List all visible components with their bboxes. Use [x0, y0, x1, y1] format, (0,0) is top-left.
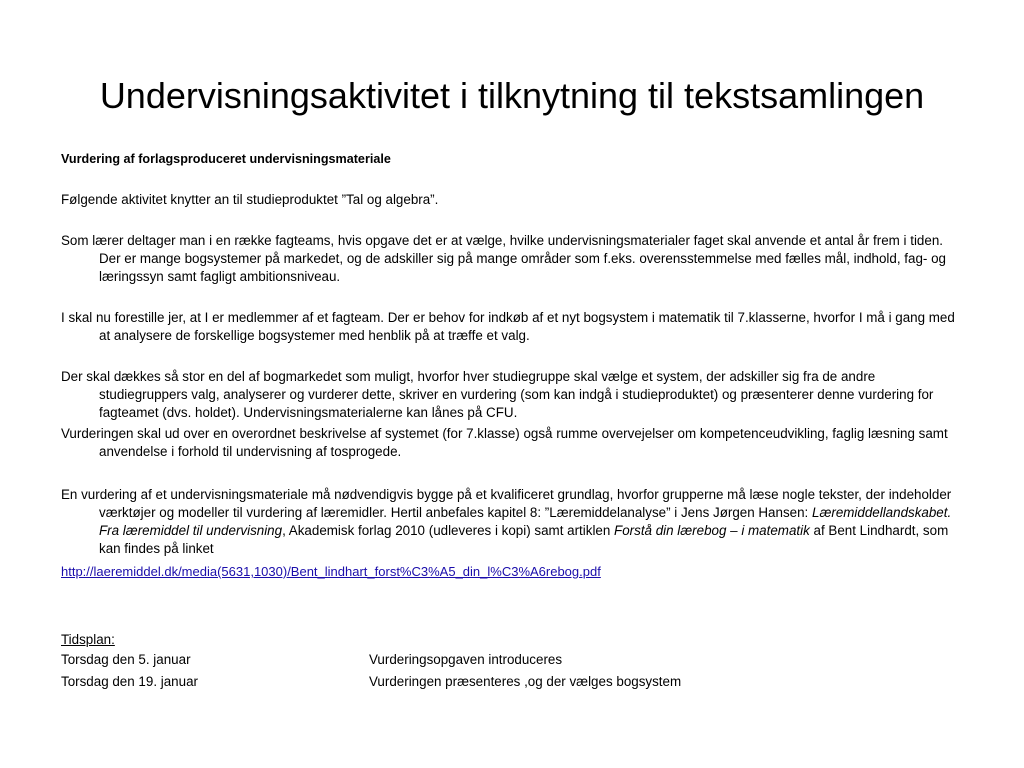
section-subheading: Vurdering af forlagsproduceret undervisningsmateriale [61, 152, 391, 166]
schedule-heading: Tidsplan: [61, 632, 115, 647]
paragraph-fagteam-scenario: I skal nu forestille jer, at I er medlemmer af et fagteam. Der er behov for indkøb af et nyt bogsystem i matematik til 7.klasserne, hvorfor I må i gang med at analysere de forskellige bogsystemer med henblik på at træffe et valg. [61, 310, 955, 343]
paragraph-vurderingen: Vurderingen skal ud over en overordnet beskrivelse af systemet (for 7.klasse) også rumme overvejelser om kompetenceudvikling, faglig læsning samt anvendelse i forhold til undervisning af tosprogede. [61, 426, 948, 459]
schedule-row [61, 671, 961, 693]
slide-content [61, 150, 961, 693]
schedule-row [61, 649, 961, 671]
schedule-event: Vurderingen præsenteres ,og der vælges bogsystem [369, 674, 682, 689]
schedule-date: Torsdag den 19. januar [61, 674, 198, 689]
paragraph-fagteams: Som lærer deltager man i en række fagteams, hvis opgave det er at vælge, hvilke undervisningsmaterialer faget skal anvende et antal år frem i tiden. Der er mange bogsystemer på markedet, og de adskiller sig på mange områder som f.eks. overensstemmelse med fælles mål, indhold, fag- og læringssyn samt fagligt ambitionsniveau. [61, 233, 946, 284]
paragraph-text-part: af Bent Lindhardt, som kan findes på linket [99, 523, 949, 556]
book-title: Læremiddellandskabet. Fra læremiddel til undervisning [99, 505, 952, 538]
article-link-line [61, 563, 961, 581]
schedule-date: Torsdag den 5. januar [61, 652, 191, 667]
intro-paragraph: Følgende aktivitet knytter an til studieproduktet ”Tal og algebra”. [61, 192, 439, 207]
slide-title: Undervisningsaktivitet i tilknytning til tekstsamlingen [99, 75, 925, 116]
paragraph-bogmarkedet: Der skal dækkes så stor en del af bogmarkedet som muligt, hvorfor hver studiegruppe skal vælge et system, der adskiller sig fra de andre studiegruppers valg, analyserer og vurderer dette, skriver en vurdering (som kan indgå i studieproduktet) og præsenterer denne vurdering for fagteamet (dvs. holdet). Undervisningsmaterialerne kan lånes på CFU. [61, 369, 934, 420]
article-title: Forstå din lærebog – i matematik [614, 523, 810, 538]
article-link[interactable]: http://laeremiddel.dk/media(5631,1030)/Bent_lindhart_forst%C3%A5_din_l%C3%A6rebog.pdf [61, 564, 601, 579]
paragraph-text-part: En vurdering af et undervisningsmateriale må nødvendigvis bygge på et kvalificeret grundlag, hvorfor grupperne må læse nogle tekster, der indeholder værktøjer og modeller til vurdering af læremidler. Hertil anbefales kapitel 8: ”Læremiddelanalyse” i Jens Jørgen Hansen: [61, 487, 952, 520]
paragraph-text-part: , Akademisk forlag 2010 (udleveres i kopi) samt artiklen [282, 523, 615, 538]
schedule-event: Vurderingsopgaven introduceres [369, 652, 563, 667]
paragraph-laeremiddelanalyse [61, 486, 961, 558]
